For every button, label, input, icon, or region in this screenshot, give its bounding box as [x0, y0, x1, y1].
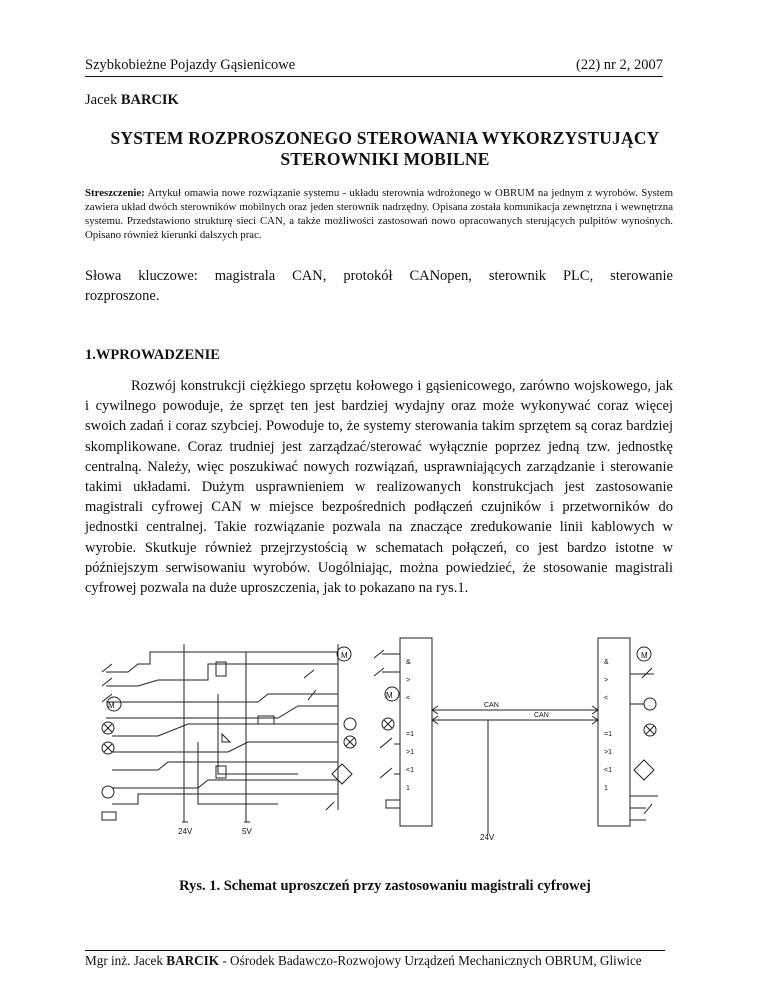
running-header	[85, 57, 663, 77]
bus-label-can-2: CAN	[534, 712, 549, 719]
section-heading: 1.WPROWADZENIE	[85, 347, 220, 363]
logic-label-lt-l: <	[406, 695, 411, 702]
left-motor-label: M	[108, 701, 115, 710]
journal-name: Szybkobieżne Pojazdy Gąsienicowe	[85, 57, 296, 73]
logic-label-eq1-r: =1	[604, 731, 612, 738]
keywords: Słowa kluczowe: magistrala CAN, protokół CANopen, sterownik PLC, sterowanie rozproszone.	[85, 268, 673, 304]
footer-suffix: - Ośrodek Badawczo-Rozwojowy Urządzeń Mechanicznych OBRUM, Gliwice	[219, 953, 642, 968]
intro-paragraph: Rozwój konstrukcji ciężkiego sprzętu kołowego i gąsienicowego, zarówno wojskowego, jak i cywilnego powoduje, że sprzęt ten jest bardziej wydajny oraz może wykonywać coraz więcej swoich zadań i coraz szybciej. Powoduje to, że systemy sterowania takim sprzętem są coraz bardziej skomplikowane. Coraz trudniej jest zarządzać/sterować wyłącznie poprzez jedną tzw. jednostkę centralną. Należy, więc poszukiwać nowych rozwiązań, usprawniających zarządzanie i sterowanie takimi układami. Dużym usprawnieniem w realizowanych konstrukcjach jest zastosowanie magistrali cyfrowej CAN w miejsce bezpośrednich podłączeń czujników i przetworników do jednostki centralnej. Takie rozwiązanie pozwala na znaczące zredukowanie linii kablowych w wyrobie. Skutkuje również przejrzystością w schematach połączeń, co jest bardzo istotne w późniejszym serwisowaniu wyrobów. Uogólniając, można powiedzieć, że stosowanie magistrali cyfrowej pozwala na duże uproszczenia, jak to pokazano na rys.1.	[85, 378, 673, 597]
author-line	[85, 92, 179, 109]
logic-label-and-l: &	[406, 659, 411, 666]
left-schematic	[102, 644, 356, 822]
right-schematic	[374, 638, 658, 834]
logic-label-eq1-l: =1	[406, 731, 414, 738]
abstract-text: Artykuł omawia nowe rozwiązanie systemu - układu sterownia wdrożonego w OBRUM na jednym z wyrobów. System zawiera układ dwóch sterowników mobilnych oraz jeden sterownik nadrzędny. Opisana została komunikacja zewnętrzna i wewnętrzna systemu. Przedstawiono strukturę sieci CAN, a także możliwości zastosowań nowo opracowanych sterujących pulpitów wynośnych. Opisano również kierunki dalszych prac.	[85, 187, 673, 241]
logic-label-gt1-r: >1	[604, 749, 612, 756]
title-line-2: STEROWNIKI MOBILNE	[280, 149, 490, 169]
right-motor-label-1: M	[386, 691, 393, 700]
figure-caption: Rys. 1. Schemat uproszczeń przy zastosowaniu magistrali cyfrowej	[179, 878, 591, 894]
bus-label-can-1: CAN	[484, 702, 499, 709]
logic-label-lt-r: <	[604, 695, 609, 702]
logic-label-and-r: &	[604, 659, 609, 666]
logic-label-gt1-l: >1	[406, 749, 414, 756]
author-surname: BARCIK	[120, 92, 179, 108]
logic-label-lt1-r: <1	[604, 767, 612, 774]
abstract-label: Streszczenie:	[85, 187, 145, 199]
footer-surname: BARCIK	[166, 953, 220, 968]
logic-label-gt-r: >	[604, 677, 609, 684]
left-motor-label-2: M	[341, 651, 348, 660]
author-prefix: Jacek	[85, 92, 121, 108]
left-voltage-5v: 5V	[242, 827, 252, 836]
title-line-1: SYSTEM ROZPROSZONEGO STEROWANIA WYKORZYSTUJĄCY	[110, 128, 660, 148]
footnote-affiliation	[85, 950, 665, 969]
logic-label-one-r: 1	[604, 785, 608, 792]
logic-label-one-l: 1	[406, 785, 410, 792]
footer-prefix: Mgr inż. Jacek	[85, 953, 167, 968]
logic-label-gt-l: >	[406, 677, 411, 684]
paper-title	[85, 128, 685, 170]
logic-label-lt1-l: <1	[406, 767, 414, 774]
issue-number: (22) nr 2, 2007	[576, 57, 663, 73]
figure-schematic	[98, 624, 664, 850]
abstract	[85, 186, 673, 242]
left-voltage-24v: 24V	[178, 827, 193, 836]
right-motor-label-2: M	[641, 651, 648, 660]
right-voltage-24v: 24V	[480, 833, 495, 842]
